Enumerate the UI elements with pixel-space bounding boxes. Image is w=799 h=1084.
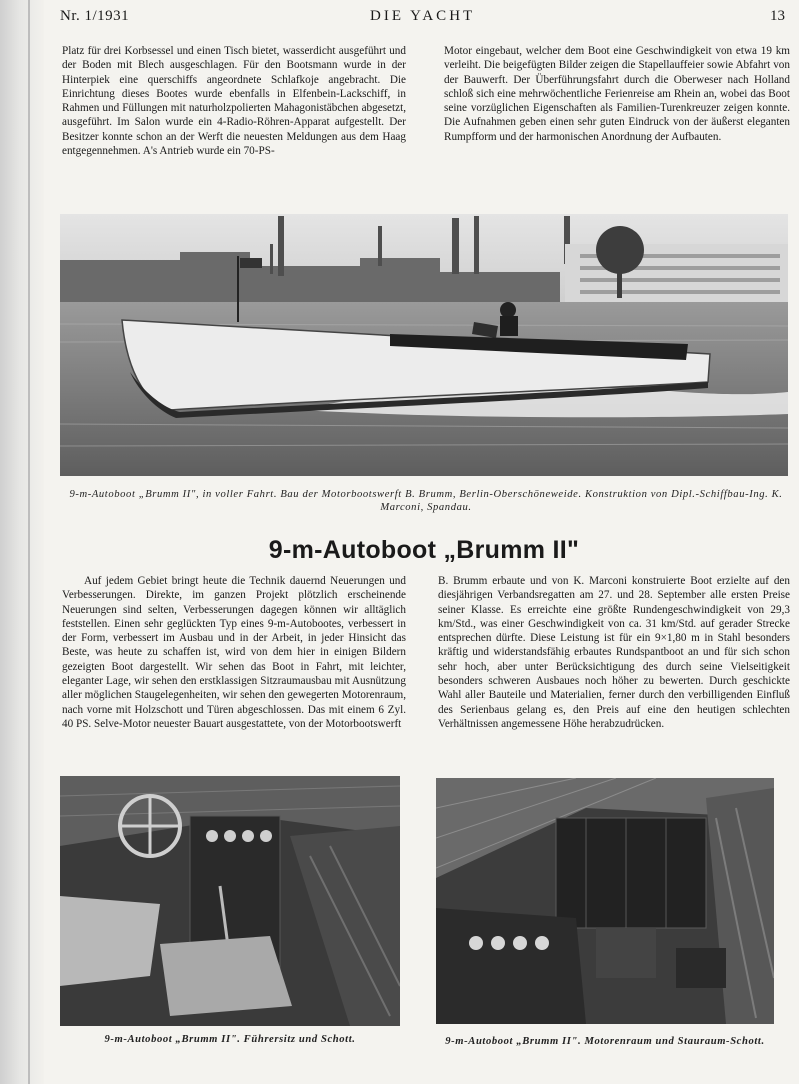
top-right-paragraph: Motor eingebaut, welcher dem Boot eine Geschwindigkeit von etwa 19 km verleiht. Die beigefügten Bilder zeigen die Stapellauffeier sowie Abfahrt von der Bauwerft. Der Überführungsfahrt durch die Oberweser nach Holland schloß sich eine mehrwöchentliche Ferienreise am Rhein an, wobei das Boot seine vorzüglichen Eigenschaften als Familien-Turenkreuzer zeigen konnte. Die Aufnahmen geben einen sehr guten Eindruck von der äußerst eleganten Rumpfform und der harmonischen Anordnung der Aufbauten.: [444, 45, 790, 143]
photo-drivers-seat: [60, 776, 400, 1026]
issue-number: Nr. 1/1931: [60, 8, 130, 24]
top-text-left-column: [62, 44, 406, 158]
page-spine-shadow: [0, 0, 44, 1084]
engine-room-illustration: [436, 778, 774, 1024]
page-fold-line: [28, 0, 30, 1084]
drivers-seat-caption: 9-m-Autoboot „Brumm II". Führersitz und Schott.: [104, 1034, 356, 1045]
top-left-paragraph: Platz für drei Korbsessel und einen Tisch bietet, wasserdicht ausgeführt und der Boden mit Blech ausgeschlagen. Für den Bootsmann wurde in der Hinterpiek eine querschiffs angeordnete Schlafkoje angebracht. Die Einrichtung dieses Bootes wurde ebenfalls in Elfenbein-Lackschiff, in Rahmen und Füllungen mit naturholzpolierten Mahagonistäbchen abgesetzt, ausgeführt. Im Salon wurde ein 4-Radio-Röhren-Apparat aufgestellt. Der Besitzer konnte schon an der Werft die neuesten Meldungen aus dem Haag entgegennehmen. A's Antrieb wurde ein 70-PS-: [62, 45, 406, 158]
boat-photo-illustration: [60, 214, 788, 476]
engine-room-caption: 9-m-Autoboot „Brumm II". Motorenraum und Stauraum-Schott.: [445, 1036, 765, 1047]
article-right-column: [438, 574, 790, 731]
article-title: 9-m-Autoboot „Brumm II": [268, 536, 580, 564]
drivers-seat-illustration: [60, 776, 400, 1026]
magazine-title: DIE YACHT: [370, 8, 476, 24]
page-number: 13: [770, 8, 785, 24]
article-right-paragraph: B. Brumm erbaute und von K. Marconi konstruierte Boot erzielte auf den diesjährigen Verbandsregatten am 27. und 28. September alle ersten Preise seiner Klasse. Es erreichte eine größte Rundengeschwindigkeit von 29,3 km/Std., was einer Geschwindigkeit von ca. 31 km/Std. auf gerader Strecke entsprechen dürfte. Diese Leistung ist für ein 9×1,80 m in Stahl besonders kräftig und widerstandsfähig erbautes Rundspantboot an und für sich schon sehr hoch, aber unter Berücksichtigung des durch seine Vielseitigkeit besonders schweren Ausbaues noch höher zu bewerten. Durch geschickte Wahl aller Bauteile und Materialien, ferner durch den verbilligenden Einfluß des Serienbaus gelang es, den Preis auf eine den heutigen schlechten Verhältnissen angemessene Höhe herabzudrücken.: [438, 575, 790, 730]
article-left-paragraph: Auf jedem Gebiet bringt heute die Technik dauernd Neuerungen und Verbesserungen. Direkte, im ganzen Projekt plötzlich erscheinende Neuerungen sind selten, Verbesserungen dagegen können wir alltäglich feststellen. Einen sehr geglückten Typ eines 9-m-Autobootes, verbessert in der Form, verbessert im Ausbau und in der Arbeit, in jeder Hinsicht das Beste, was heute zu schaffen ist, wird von dem hier in einigen Bildern gezeigten Boot dargestellt. Wir sehen das Boot in Fahrt, mit leichter, eleganter Lage, wir sehen den erstklassigen Sitzraumausbau mit Ausnützung aller möglichen Staugelegenheiten, wir sehen den gewegerten Motorenraum, nach vorne mit Holzschott und Türen abgeschlossen. Das mit einem 6 Zyl. 40 PS. Selve-Motor neuester Bauart ausgestattete, von der Motorbootswerft: [62, 575, 406, 730]
top-text-right-column: [444, 44, 790, 144]
main-photo-boat-underway: [60, 214, 788, 476]
article-left-column: [62, 574, 406, 731]
page-header: [60, 8, 791, 30]
photo-engine-room: [436, 778, 774, 1024]
main-photo-caption: 9-m-Autoboot „Brumm II", in voller Fahrt. Bau der Motorbootswerft B. Brumm, Berlin-Oberschöneweide. Konstruktion von Dipl.-Schiffbau-Ing. K. Marconi, Spandau.: [69, 489, 783, 513]
